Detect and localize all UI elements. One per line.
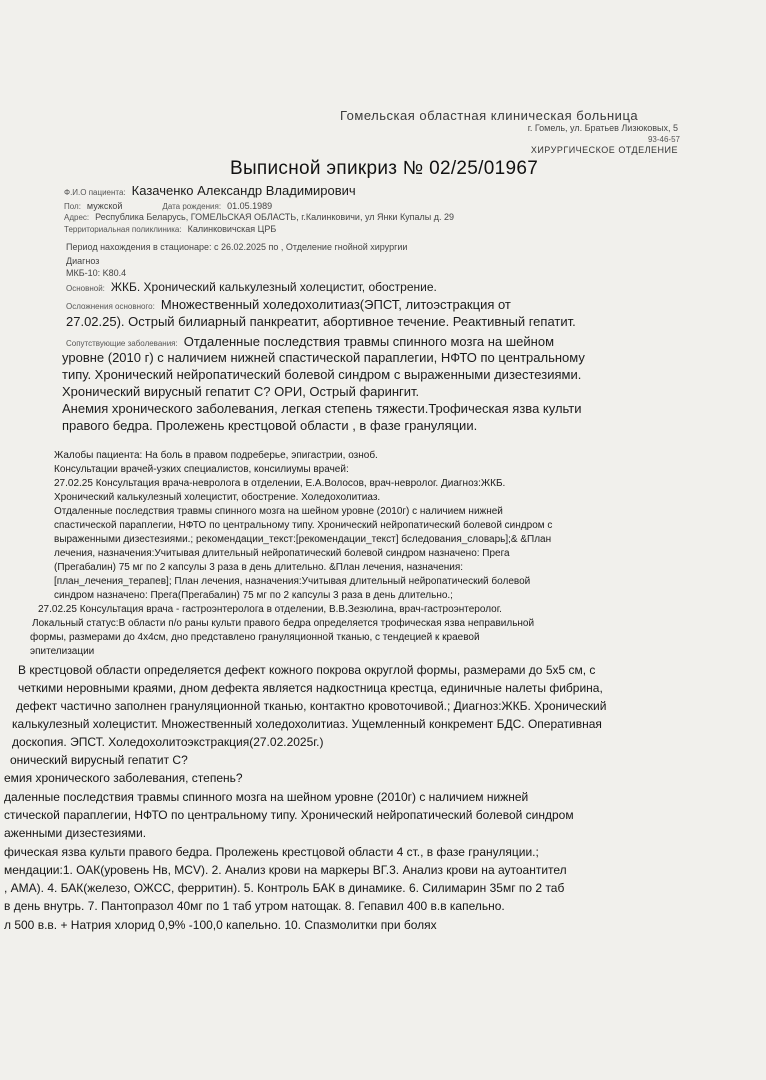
document-title: Выписной эпикриз № 02/25/01967: [230, 158, 539, 179]
comorbid-row: [66, 333, 554, 351]
comorbid-line: типу. Хронический нейропатический болевой синдром с выраженными дизестезиями.: [62, 367, 582, 382]
small-line: [план_лечения_терапев]; План лечения, назначения:Учитывая длительный нейропатический болевой: [54, 576, 531, 587]
hospital-name: Гомельская областная клиническая больница: [340, 108, 639, 123]
sex-label: Пол:: [64, 202, 81, 211]
small-line: лечения, назначения:Учитывая длительный нейропатический болевой синдром назначено: Прега: [54, 548, 510, 559]
complication-row: [66, 296, 511, 314]
patient-address: Республика Беларусь, ГОМЕЛЬСКАЯ ОБЛАСТЬ, г.Калинковичи, ул Янки Купалы д. 29: [95, 212, 455, 222]
small-line: Хронический калькулезный холецистит, обострение. Холедохолитиаз.: [54, 492, 381, 503]
small-line: (Прегабалин) 75 мг по 2 капсулы 3 раза в день длительно. &План лечения, назначения:: [54, 562, 464, 573]
comorbid-label: Сопутствующие заболевания:: [66, 339, 178, 348]
department-name: ХИРУРГИЧЕСКОЕ ОТДЕЛЕНИЕ: [530, 145, 678, 155]
body-line: л 500 в.в. + Натрия хлорид 0,9% -100,0 капельно. 10. Спазмолитки при болях: [4, 918, 437, 932]
patient-name: Казаченко Александр Владимирович: [131, 183, 356, 198]
body-line: дефект частично заполнен грануляционной тканью, контактно кровоточивой.; Диагноз:ЖКБ. Хронический: [16, 699, 607, 713]
hospital-phone: 93-46-57: [647, 135, 680, 144]
body-line: калькулезный холецистит. Множественный холедохолитиаз. Ущемленный конкремент БДС. Оперативная: [12, 717, 602, 731]
small-line: Консультации врачей-узких специалистов, консилиумы врачей:: [54, 464, 349, 475]
patient-sex: мужской: [86, 201, 123, 211]
complication-text-2: 27.02.25). Острый билиарный панкреатит, абортивное течение. Реактивный гепатит.: [66, 314, 576, 329]
small-line: 27.02.25 Консультация врача-невролога в отделении, Е.А.Волосов, врач-невролог. Диагноз:ЖКБ.: [54, 478, 506, 489]
body-line: стической параплегии, НФТО по центральному типу. Хронический нейропатический болевой синдром: [4, 808, 574, 822]
small-line: формы, размерами до 4х4см, дно представлено грануляционной тканью, с тендецией к краевой: [30, 632, 480, 643]
patient-dob: 01.05.1989: [227, 201, 273, 211]
clinic-label: Территориальная поликлиника:: [64, 225, 182, 234]
body-line: доскопия. ЭПСТ. Холедохолитоэкстракция(27.02.2025г.): [12, 735, 324, 749]
icd-code: МКБ-10: K80.4: [66, 268, 127, 278]
body-line: фическая язва культи правого бедра. Пролежень крестцовой области 4 ст., в фазе грануляции.;: [4, 845, 539, 859]
body-line: емия хронического заболевания, степень?: [4, 771, 243, 785]
small-line: выраженными дизестезиями.; рекомендации_текст:[рекомендации_текст] бследования_словарь];& &План: [54, 534, 552, 545]
dob-label: Дата рождения:: [162, 202, 222, 211]
hospital-address: г. Гомель, ул. Братьев Лизюковых, 5: [527, 123, 678, 133]
diagnosis-heading: Диагноз: [66, 256, 100, 266]
body-line: , АМА). 4. БАК(железо, ОЖСС, ферритин). 5. Контроль БАК в динамике. 6. Силимарин 35мг по 2 таб: [4, 881, 565, 895]
small-line: Локальный статус:В области п/о раны культи правого бедра определяется трофическая язва неправильной: [32, 618, 535, 629]
patient-clinic-row: [64, 219, 276, 237]
main-diagnosis: ЖКБ. Хронический калькулезный холецистит, обострение.: [110, 280, 437, 294]
complication-text: Множественный холедохолитиаз(ЭПСТ, литоэстракция от: [160, 297, 511, 312]
small-line: 27.02.25 Консультация врача - гастроэнтеролога в отделении, В.В.Зезюлина, врач-гастроэнтеролог.: [38, 604, 502, 615]
body-line: даленные последствия травмы спинного мозга на шейном уровне (2010г) с наличием нижней: [4, 790, 529, 804]
stay-period: Период нахождения в стационаре: с 26.02.2025 по , Отделение гнойной хирургии: [66, 242, 408, 252]
main-diagnosis-row: [66, 278, 437, 296]
patient-name-label: Ф.И.О пациента:: [64, 188, 126, 197]
body-line: мендации:1. ОАК(уровень Нв, MCV). 2. Анализ крови на маркеры ВГ.3. Анализ крови на аутоантител: [4, 863, 567, 877]
small-line: Отдаленные последствия травмы спинного мозга на шейном уровне (2010г) с наличием нижней: [54, 506, 503, 517]
comorbid-line: Анемия хронического заболевания, легкая степень тяжести.Трофическая язва культи: [62, 401, 582, 416]
address-label: Адрес:: [64, 213, 90, 222]
comorbid-line: правого бедра. Пролежень крестцовой области , в фазе грануляции.: [62, 418, 478, 433]
comorbid-line: Хронический вирусный гепатит С? ОРИ, Острый фарингит.: [62, 384, 420, 399]
small-line: эпителизации: [30, 646, 95, 657]
body-line: четкими неровными краями, дном дефекта является надкостница крестца, единичные налеты фибрина,: [18, 681, 603, 695]
patient-clinic: Калинковичская ЦРБ: [187, 224, 277, 234]
comorbid-line: уровне (2010 г) с наличием нижней спастической параплегии, НФТО по центральному: [62, 350, 585, 365]
body-line: аженными дизестезиями.: [4, 826, 147, 840]
comorbid-text: Отдаленные последствия травмы спинного мозга на шейном: [183, 334, 555, 349]
small-line: Жалобы пациента: На боль в правом подреберье, эпигастрии, озноб.: [54, 450, 378, 461]
main-diagnosis-label: Основной:: [66, 284, 105, 293]
body-line: онический вирусный гепатит С?: [10, 753, 188, 767]
complication-label: Осложнения основного:: [66, 302, 155, 311]
body-line: В крестцовой области определяется дефект кожного покрова округлой формы, размерами до 5х5 см, с: [18, 663, 596, 677]
small-line: синдром назначено: Прега(Прегабалин) 75 мг по 2 капсулы 3 раза в день длительно.;: [54, 590, 453, 601]
small-line: спастической параплегии, НФТО по центральному типу. Хронический нейропатический болевой синдром с: [54, 520, 553, 531]
body-line: в день внутрь. 7. Пантопразол 40мг по 1 таб утром натощак. 8. Гепавил 400 в.в капельно.: [4, 899, 505, 913]
